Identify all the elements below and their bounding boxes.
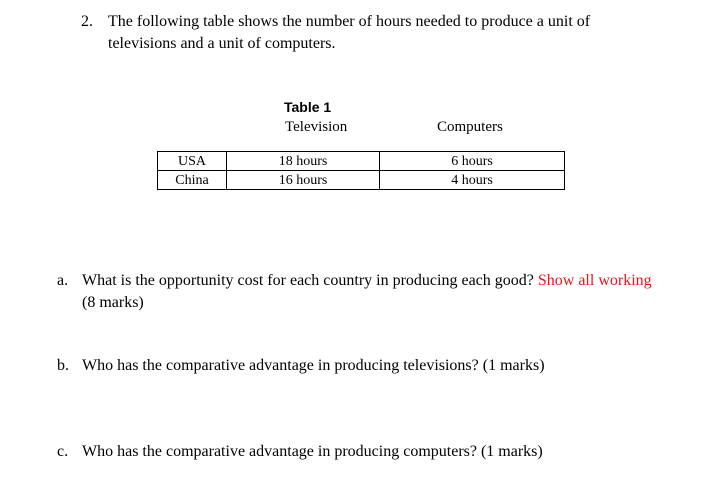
question-text-line2: televisions and a unit of computers. (108, 35, 336, 52)
cell-television: 16 hours (227, 171, 380, 190)
part-a-label: a. (57, 272, 69, 289)
question-number: 2. (81, 13, 93, 30)
part-a-question: What is the opportunity cost for each country in producing each good? (82, 272, 534, 289)
cell-television: 18 hours (227, 152, 380, 171)
hours-table (157, 151, 565, 190)
question-text-line1: The following table shows the number of hours needed to produce a unit of (108, 13, 591, 30)
cell-country: China (158, 171, 227, 190)
cell-computers: 6 hours (380, 152, 565, 171)
part-a-highlight: Show all working (537, 272, 652, 289)
column-header-computers: Computers (437, 119, 503, 135)
column-header-television: Television (285, 119, 348, 135)
cell-country: USA (158, 152, 227, 171)
table-title: Table 1 (284, 99, 332, 115)
part-a-text (82, 270, 652, 292)
table-row (158, 171, 565, 190)
part-a-marks: (8 marks) (82, 294, 144, 311)
part-c-text: Who has the comparative advantage in producing computers? (1 marks) (82, 443, 543, 460)
part-b-label: b. (57, 357, 69, 374)
table-row (158, 152, 565, 171)
cell-computers: 4 hours (380, 171, 565, 190)
part-b-text: Who has the comparative advantage in producing televisions? (1 marks) (82, 357, 545, 374)
part-c-label: c. (57, 443, 69, 460)
